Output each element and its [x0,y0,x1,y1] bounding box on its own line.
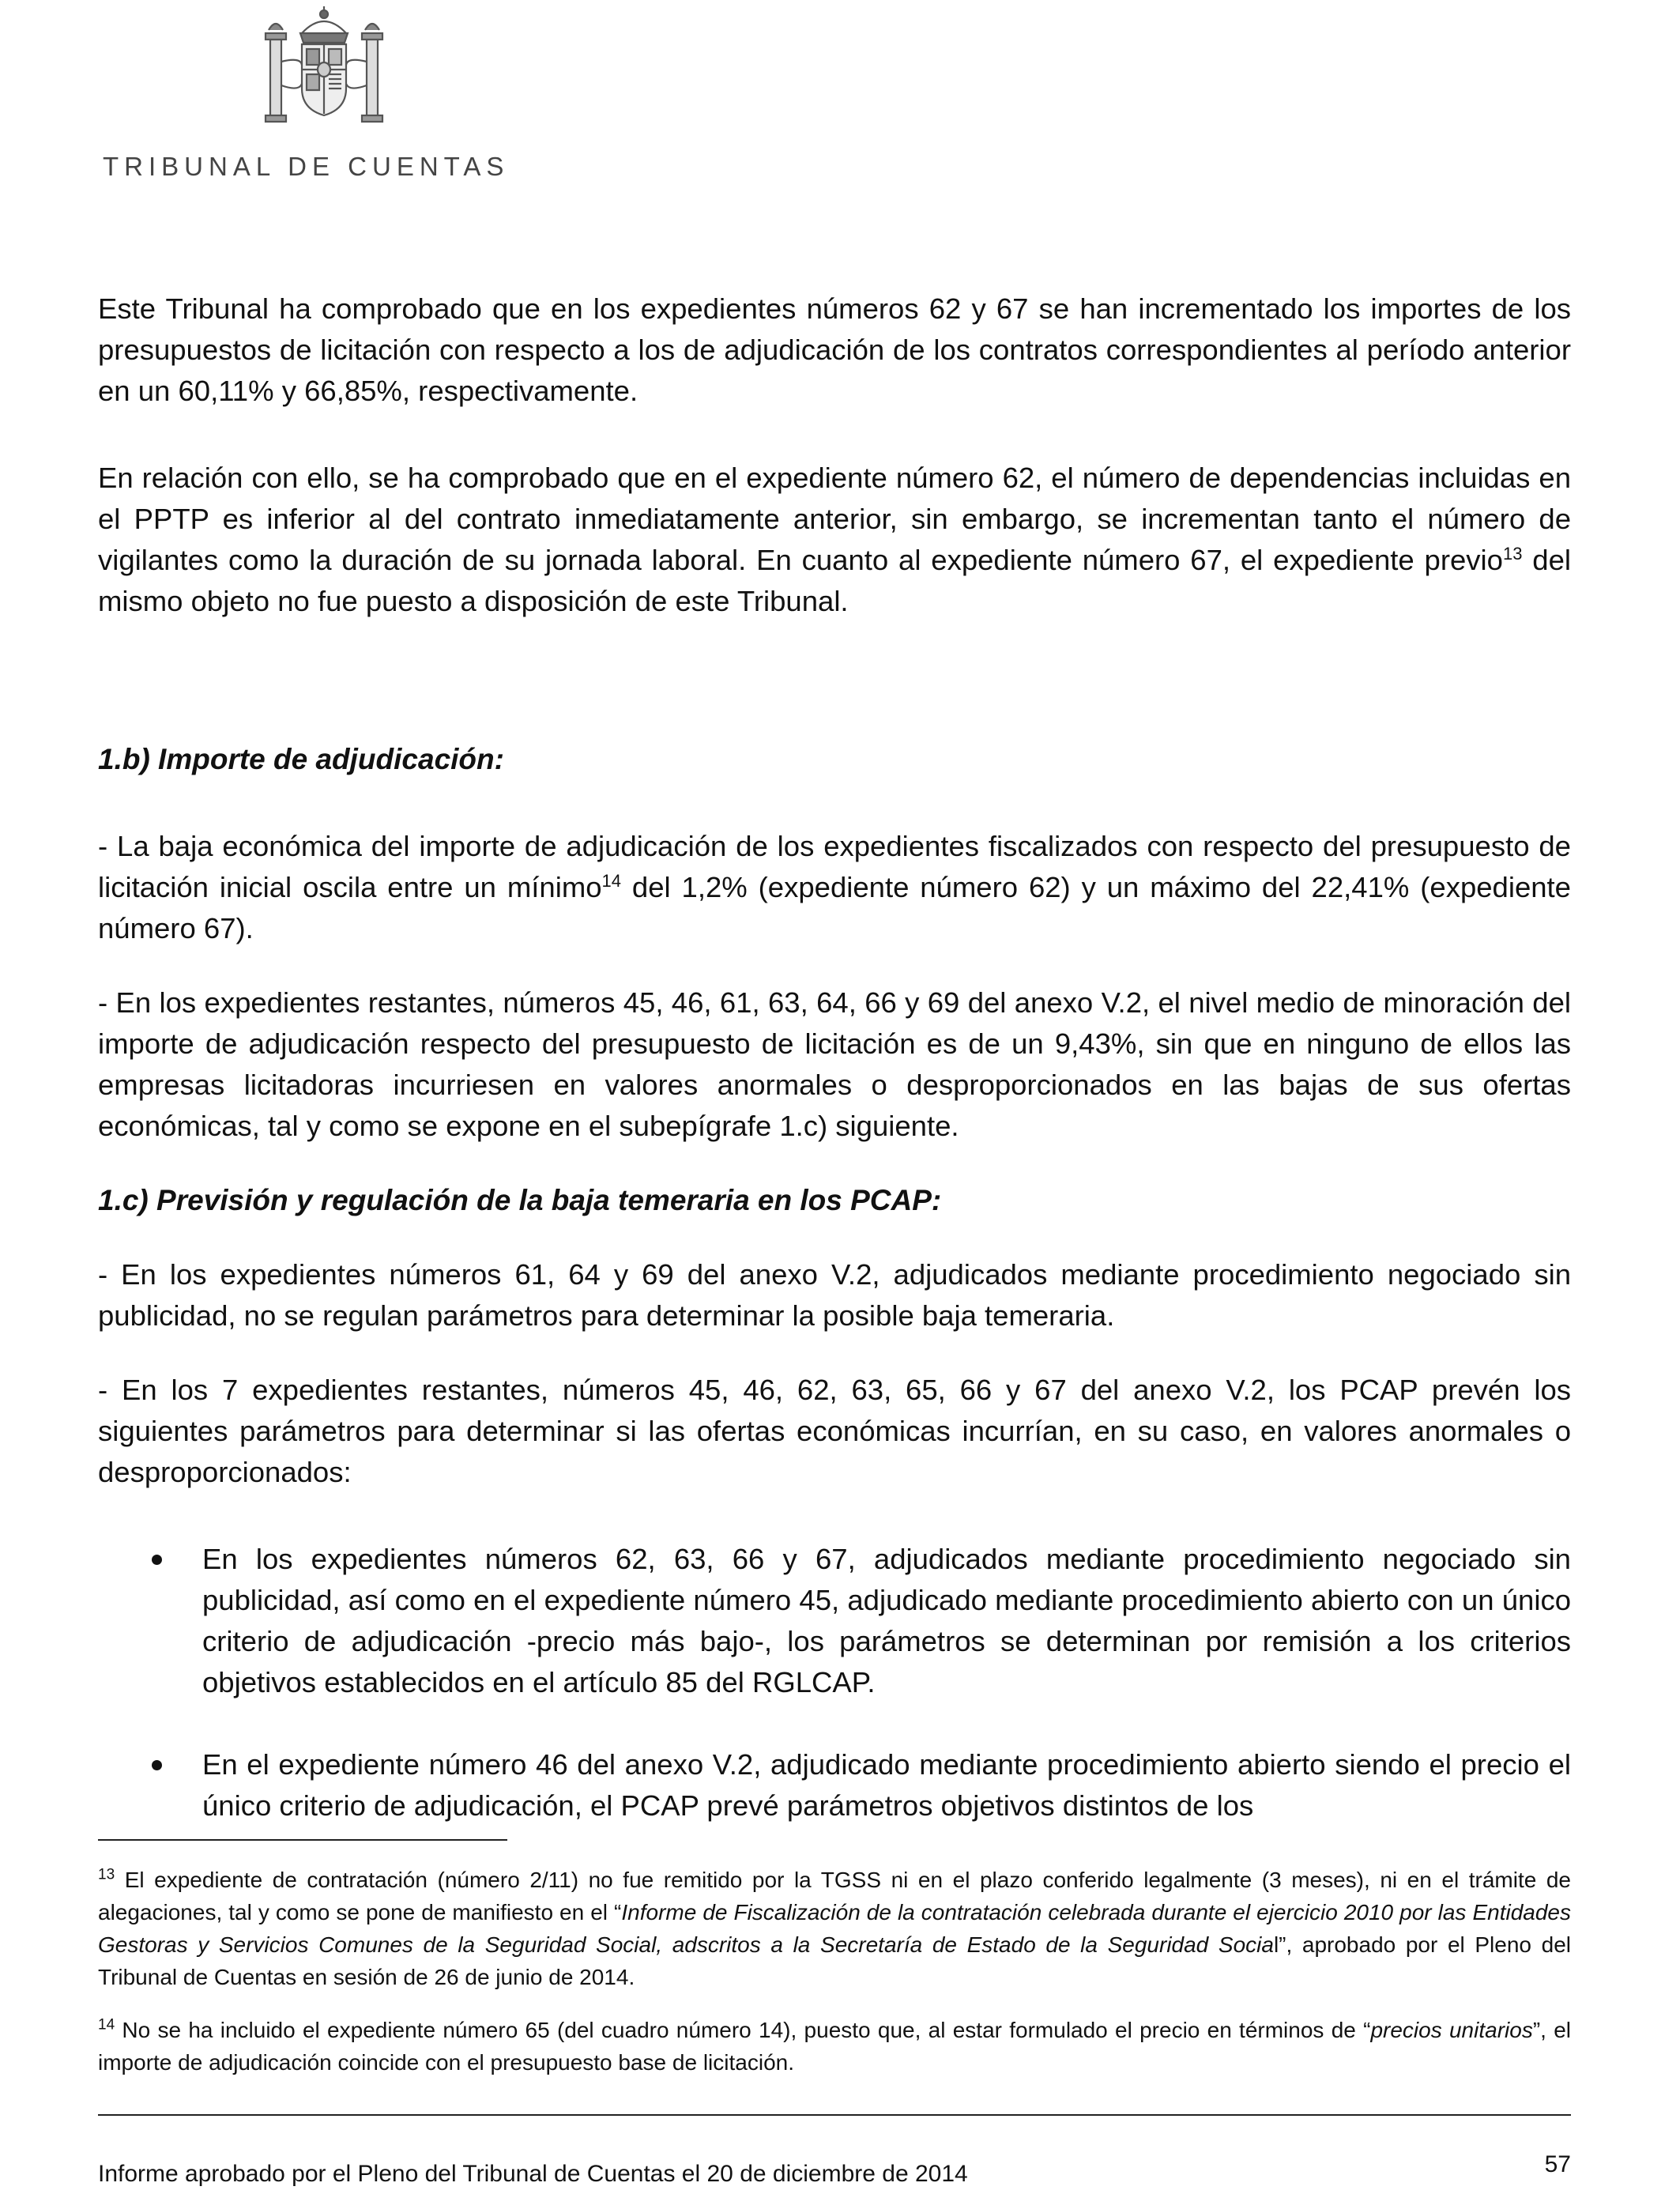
page-number: 57 [1544,2151,1571,2177]
footer-text: Informe aprobado por el Pleno del Tribunal de Cuentas el 20 de diciembre de 2014 [98,2161,968,2187]
section-heading: 1.c) Previsión y regulación de la baja temeraria en los PCAP: [98,1184,942,1216]
paragraph: - La baja económica del importe de adjudicación de los expedientes fiscalizados con respecto del presupuesto de licitación inicial oscila entre un mínimo$^{14}$ del 1,2% (expediente número 62) y un máximo del 22,41% (expediente número 67). [98,830,1571,944]
paragraph: - En los expedientes números 61, 64 y 69 del anexo V.2, adjudicados mediante procedimiento negociado sin publicidad, no se regulan parámetros para determinar la posible baja temeraria. [98,1258,1571,1332]
institution-name: TRIBUNAL DE CUENTAS [103,152,510,181]
document-body [98,288,1571,1826]
footnote-separator [98,1839,507,1841]
paragraph: Este Tribunal ha comprobado que en los expedientes números 62 y 67 se han incrementado los importes de los presupuestos de licitación con respecto a los de adjudicación de los contratos correspondientes al período anterior en un 60,11% y 66,85%, respectivamente. [98,292,1571,407]
footnote-ref[interactable]: 13 [1502,543,1523,564]
footnotes [98,1864,1571,2079]
bullet-list [98,1539,1571,1826]
footnote-ref[interactable]: 14 [601,870,622,891]
paragraph: - En los expedientes restantes, números 45, 46, 61, 63, 64, 66 y 69 del anexo V.2, el nivel medio de minoración del importe de adjudicación respecto del presupuesto de licitación es de un 9,43%, sin que en ninguno de ellos las empresas licitadoras incurriesen en valores anormales o desproporcionados en las bajas de sus ofertas económicas, tal y como se expone en el subepígrafe 1.c) siguiente. [98,986,1571,1142]
paragraph: - En los 7 expedientes restantes, números 45, 46, 62, 63, 65, 66 y 67 del anexo V.2, los PCAP prevén los siguientes parámetros para determinar si las ofertas económicas incurrían, en su caso, en valores anormales o desproporcionados: [98,1374,1571,1488]
list-item: En el expediente número 46 del anexo V.2, adjudicado mediante procedimiento abierto siendo el precio el único criterio de adjudicación, el PCAP prevé parámetros objetivos distintos de los [98,1744,1571,1826]
footer-separator [98,2114,1571,2116]
list-item: En los expedientes números 62, 63, 66 y 67, adjudicados mediante procedimiento negociado sin publicidad, así como en el expediente número 45, adjudicado mediante procedimiento abierto con un único criterio de adjudicación -precio más bajo-, los parámetros se determinan por remisión a los criterios objetivos establecidos en el artículo 85 del RGLCAP. [98,1539,1571,1703]
footnote-14: $^{14}$ No se ha incluido el expediente número 65 (del cuadro número 14), puesto que, al estar formulado el precio en términos de “precios unitarios”, el importe de adjudicación coincide con el presupuesto base de licitación. [98,2016,1571,2075]
paragraph: En relación con ello, se ha comprobado que en el expediente número 62, el número de dependencias incluidas en el PPTP es inferior al del contrato inmediatamente anterior, sin embargo, se incrementan tanto el número de vigilantes como la duración de su jornada laboral. En cuanto al expediente número 67, el expediente previo$^{13}$ del mismo objeto no fue puesto a disposición de este Tribunal. [98,462,1571,617]
bullet-icon [152,1760,162,1770]
footnote-13: $^{13}$ El expediente de contratación (número 2/11) no fue remitido por la TGSS ni en el plazo conferido legalmente (3 meses), ni en el trámite de alegaciones, tal y como se pone de manifiesto en el “Informe de Fiscalización de la contratación celebrada durante el ejercicio 2010 por las Entidades Gestoras y Servicios Comunes de la Seguridad Social, adscritos a la Secretaría de Estado de la Seguridad Social”, aprobado por el Pleno del Tribunal de Cuentas en sesión de 26 de junio de 2014. [98,1866,1571,1989]
bullet-icon [152,1555,162,1565]
section-heading: 1.b) Importe de adjudicación: [98,743,504,775]
coat-of-arms-icon [253,6,395,133]
